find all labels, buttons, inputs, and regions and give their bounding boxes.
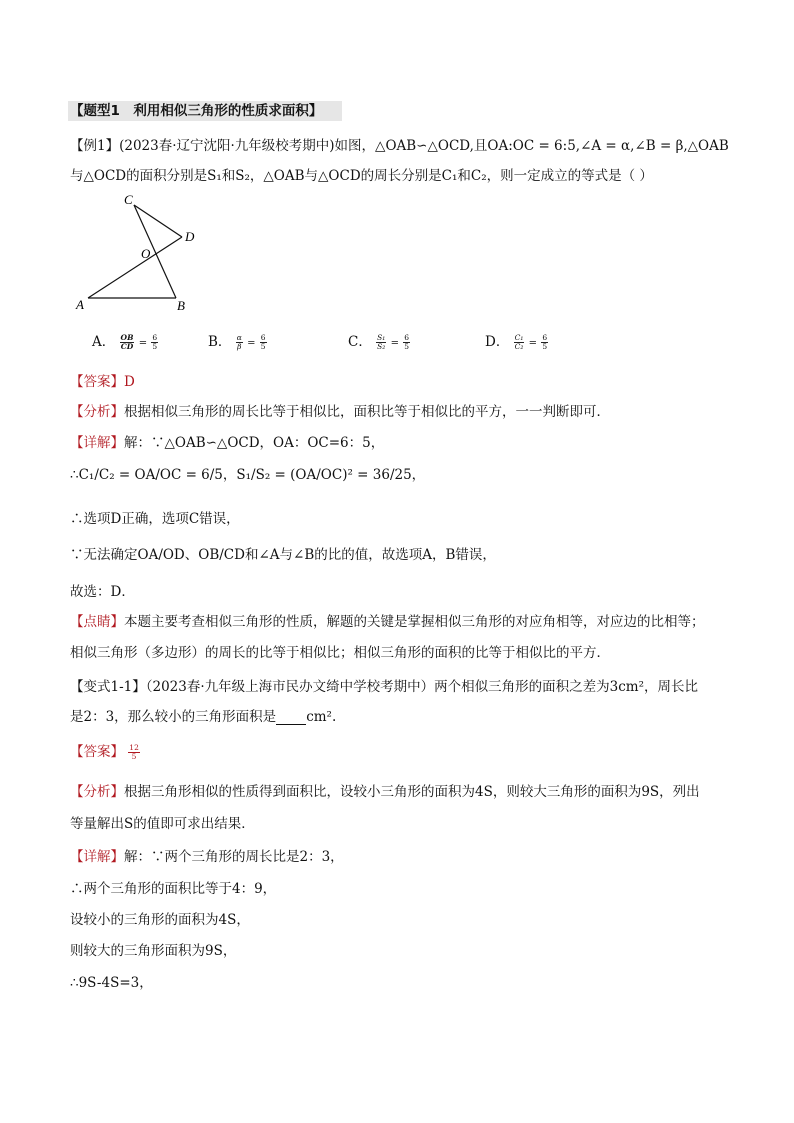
- example1-detail-5: 故选：D．: [70, 584, 135, 600]
- label-C: C: [124, 192, 133, 207]
- example1-answer: 【答案】D: [70, 374, 135, 390]
- variant1-detail-3: 设较小的三角形的面积为4S，: [70, 912, 250, 928]
- variant1-question-line2: 是2：3，那么较小的三角形面积是 cm².: [70, 709, 337, 725]
- triangle-figure: [72, 192, 202, 317]
- variant1-analysis-1: 【分析】根据三角形相似的性质得到面积比，设较小三角形的面积为4S，则较大三角形的面积为9S，列出: [70, 784, 700, 800]
- label-A: A: [76, 297, 84, 312]
- variant1-question-line1: 【变式1-1】（2023春·九年级上海市民办文绮中学校考期中）两个相似三角形的面积之差为3cm²，周长比: [70, 679, 698, 695]
- example1-detail-3: ∴选项D正确，选项C错误，: [70, 511, 240, 527]
- variant1-detail-1: 【详解】解：∵两个三角形的周长比是2：3，: [70, 849, 344, 865]
- variant1-detail-2: ∴两个三角形的面积比等于4：9，: [70, 881, 277, 897]
- example1-question-line2: 与△OCD的面积分别是S₁和S₂，△OAB与△OCD的周长分别是C₁和C₂，则一定成立的等式是（ ）: [70, 168, 653, 184]
- option-c: C． $\frac{\text{S₁}}{\text{S₂}}$ = $\frac{6}{5}$: [348, 333, 410, 351]
- label-O: O: [141, 246, 151, 261]
- example1-analysis: 【分析】根据相似三角形的周长比等于相似比，面积比等于相似比的平方，一一判断即可．: [70, 404, 610, 420]
- label-D: D: [185, 229, 195, 244]
- example1-detail-2: ∴C₁/C₂ = OA/OC = 6/5，S₁/S₂ = (OA/OC)² = 36/25，: [70, 467, 426, 483]
- option-d: D． $\frac{\text{C₁}}{\text{C₂}}$ = $\frac{6}{5}$: [485, 333, 548, 351]
- option-a: A． $\frac{OB}{CD}$ = $\frac{6}{5}$: [92, 333, 158, 351]
- example1-detail-1: 【详解】解：∵△OAB∽△OCD，OA：OC=6：5，: [70, 435, 385, 451]
- variant1-detail-4: 则较大的三角形面积为9S，: [70, 943, 237, 959]
- example1-question-line1: 【例1】(2023春·辽宁沈阳·九年级校考期中)如图，△OAB∽△OCD,且OA:OC = 6:5,∠A = α,∠B = β,△OAB: [70, 138, 729, 154]
- example1-detail-4: ∵无法确定OA/OD、OB/CD和∠A与∠B的比的值，故选项A，B错误，: [70, 547, 496, 563]
- variant1-analysis-2: 等量解出S的值即可求出结果．: [70, 816, 255, 832]
- answer-blank: [276, 712, 306, 725]
- variant1-detail-5: ∴9S-4S=3，: [70, 975, 153, 991]
- label-B: B: [177, 298, 185, 313]
- option-b: B． $\frac{\alpha}{\beta}$ = $\frac{6}{5}$: [208, 333, 266, 351]
- example1-comment-2: 相似三角形（多边形）的周长的比等于相似比；相似三角形的面积的比等于相似比的平方．: [70, 645, 610, 661]
- section-title: 【题型1 利用相似三角形的性质求面积】: [68, 101, 342, 121]
- variant1-answer: 【答案】 $\frac{12}{5}$: [70, 743, 139, 761]
- example1-comment-1: 【点睛】本题主要考查相似三角形的性质，解题的关键是掌握相似三角形的对应角相等，对应边的比相等；: [70, 614, 705, 630]
